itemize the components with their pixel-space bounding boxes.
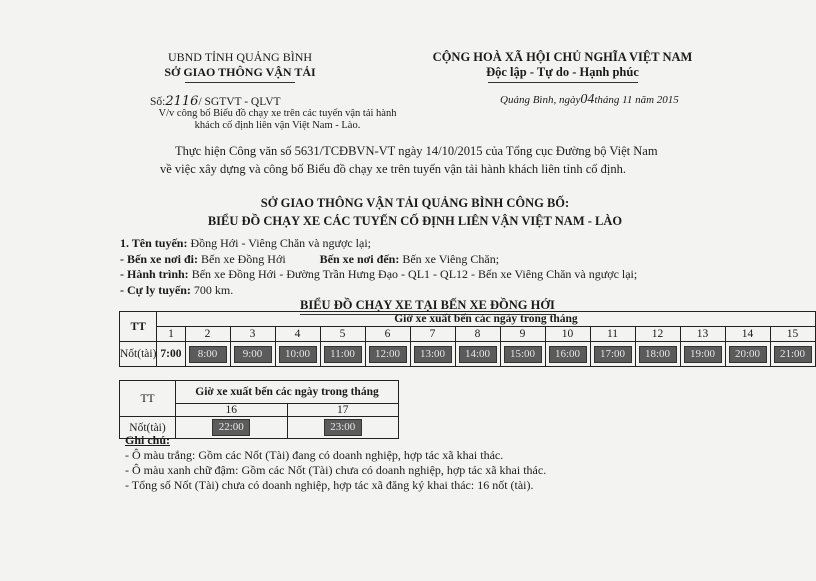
table1-time-cell-8 <box>455 342 500 367</box>
table1-time-cell-11 <box>590 342 635 367</box>
table1-time-cell-6 <box>365 342 410 367</box>
unassigned-departure-time: 15:00 <box>504 346 542 363</box>
table1-day-10: 10 <box>545 327 590 342</box>
table1-time-cell-9 <box>500 342 545 367</box>
table2-group-header: Giờ xe xuất bến các ngày trong tháng <box>176 381 399 404</box>
table1-day-4: 4 <box>275 327 320 342</box>
intro-paragraph <box>135 142 705 178</box>
note-item: - Ô màu xanh chữ đậm: Gồm các Nốt (Tài) chưa có doanh nghiệp, hợp tác xã khai thác. <box>125 463 547 477</box>
unassigned-departure-time: 20:00 <box>729 346 767 363</box>
country-name: CỘNG HOÀ XÃ HỘI CHỦ NGHĨA VIỆT NAM <box>432 50 693 64</box>
table1-day-8: 8 <box>455 327 500 342</box>
motto: Độc lập - Tự do - Hạnh phúc <box>486 65 639 79</box>
announcement-heading <box>190 194 640 230</box>
unassigned-departure-time: 19:00 <box>684 346 722 363</box>
table1-day-1: 1 <box>157 327 185 342</box>
date-prefix: Quảng Bình, ngày <box>500 94 581 106</box>
table1-time-cell-7 <box>410 342 455 367</box>
route-info <box>120 236 637 298</box>
table1-time-cell-10 <box>545 342 590 367</box>
route-name: 1. Tên tuyến: Đồng Hới - Viêng Chăn và ngược lại; <box>120 236 372 250</box>
route-distance: - Cự ly tuyến: 700 km. <box>120 282 234 297</box>
table2-day-2: 17 <box>287 404 399 417</box>
document-subject: V/v công bố Biểu đồ chạy xe trên các tuyến vận tải hành khách cố định liên vận Việt Nam - Lào. <box>158 108 397 131</box>
table2-row-label: Nốt(tài) <box>120 417 176 439</box>
table1-day-6: 6 <box>365 327 410 342</box>
table1-day-14: 14 <box>725 327 770 342</box>
table1-day-13: 13 <box>680 327 725 342</box>
unassigned-departure-time: 21:00 <box>774 346 812 363</box>
table1-time-cell-14 <box>725 342 770 367</box>
table2-tt-header: TT <box>120 381 176 417</box>
announcement-line-1: SỞ GIAO THÔNG VẬN TẢI QUẢNG BÌNH CÔNG BỐ: <box>260 196 570 210</box>
doc-number-handwritten: 2116 <box>165 94 199 109</box>
table1-day-12: 12 <box>635 327 680 342</box>
table1-day-5: 5 <box>320 327 365 342</box>
unassigned-departure-time: 22:00 <box>212 419 250 436</box>
doc-number-suffix: / SGTVT - QLVT <box>198 96 281 108</box>
date-rest: tháng 11 năm 2015 <box>594 94 679 106</box>
unassigned-departure-time: 12:00 <box>369 346 407 363</box>
table1-time-cell-12 <box>635 342 680 367</box>
unassigned-departure-time: 8:00 <box>189 346 227 363</box>
document-number <box>150 94 281 109</box>
issue-date <box>500 92 679 108</box>
date-day-handwritten: 04 <box>580 92 595 107</box>
table1-time-cell-3 <box>230 342 275 367</box>
table1-group-header: Giờ xe xuất bến các ngày trong tháng <box>157 312 815 327</box>
table1-row-label: Nốt(tài) <box>120 342 157 367</box>
doc-number-prefix: Số: <box>150 96 166 108</box>
unassigned-departure-time: 11:00 <box>324 346 362 363</box>
table1-day-9: 9 <box>500 327 545 342</box>
unassigned-departure-time: 18:00 <box>639 346 677 363</box>
table1-time-cell-4 <box>275 342 320 367</box>
schedule-table-1 <box>119 311 816 367</box>
table1-time-cell-15 <box>770 342 815 367</box>
notes-title: Ghi chú: <box>125 433 171 447</box>
table1-day-15: 15 <box>770 327 815 342</box>
note-item: - Tổng số Nốt (Tài) chưa có doanh nghiệp, hợp tác xã đăng ký khai thác: 16 nốt (tài). <box>125 478 534 492</box>
schedule-table-2 <box>119 380 399 439</box>
header-right-divider <box>488 82 638 83</box>
assigned-departure-time: 7:00 <box>160 348 182 360</box>
table2-day-1: 16 <box>176 404 288 417</box>
table1-time-cell-5 <box>320 342 365 367</box>
unassigned-departure-time: 23:00 <box>324 419 362 436</box>
national-motto <box>420 50 705 83</box>
issuing-authority <box>140 50 340 83</box>
table1-day-7: 7 <box>410 327 455 342</box>
table1-time-cell-1 <box>157 342 185 367</box>
route-terminals: - Bến xe nơi đi: Bến xe Đồng Hới Bến xe nơi đến: Bến xe Viêng Chăn; <box>120 251 500 266</box>
notes <box>125 433 546 493</box>
table1-day-2: 2 <box>185 327 230 342</box>
unassigned-departure-time: 14:00 <box>459 346 497 363</box>
header-left-divider <box>185 82 295 83</box>
unassigned-departure-time: 10:00 <box>279 346 317 363</box>
unassigned-departure-time: 16:00 <box>549 346 587 363</box>
table1-time-cell-13 <box>680 342 725 367</box>
intro-line-2: về việc xây dựng và công bố Biểu đồ chạy xe trên tuyến vận tải hành khách liên tỉnh cố định. <box>160 162 627 176</box>
table1-day-11: 11 <box>590 327 635 342</box>
unassigned-departure-time: 17:00 <box>594 346 632 363</box>
note-item: - Ô màu trắng: Gồm các Nốt (Tài) đang có doanh nghiệp, hợp tác xã khai thác. <box>125 448 504 462</box>
table1-title: BIỂU ĐỒ CHẠY XE TẠI BẾN XE ĐỒNG HỚI <box>300 298 555 315</box>
announcement-line-2: BIỂU ĐỒ CHẠY XE CÁC TUYẾN CỐ ĐỊNH LIÊN VẬN VIỆT NAM - LÀO <box>207 214 623 228</box>
intro-line-1: Thực hiện Công văn số 5631/TCĐBVN-VT ngày 14/10/2015 của Tổng cục Đường bộ Việt Nam <box>175 144 658 158</box>
province-committee: UBND TỈNH QUẢNG BÌNH <box>167 50 313 64</box>
table1-day-3: 3 <box>230 327 275 342</box>
route-itinerary: - Hành trình: Bến xe Đồng Hới - Đường Trần Hưng Đạo - QL1 - QL12 - Bến xe Viêng Chăn và ngược lại; <box>120 267 638 281</box>
table1-tt-header: TT <box>120 312 157 342</box>
unassigned-departure-time: 9:00 <box>234 346 272 363</box>
table1-time-cell-2 <box>185 342 230 367</box>
unassigned-departure-time: 13:00 <box>414 346 452 363</box>
department-name: SỞ GIAO THÔNG VẬN TẢI <box>164 65 316 79</box>
